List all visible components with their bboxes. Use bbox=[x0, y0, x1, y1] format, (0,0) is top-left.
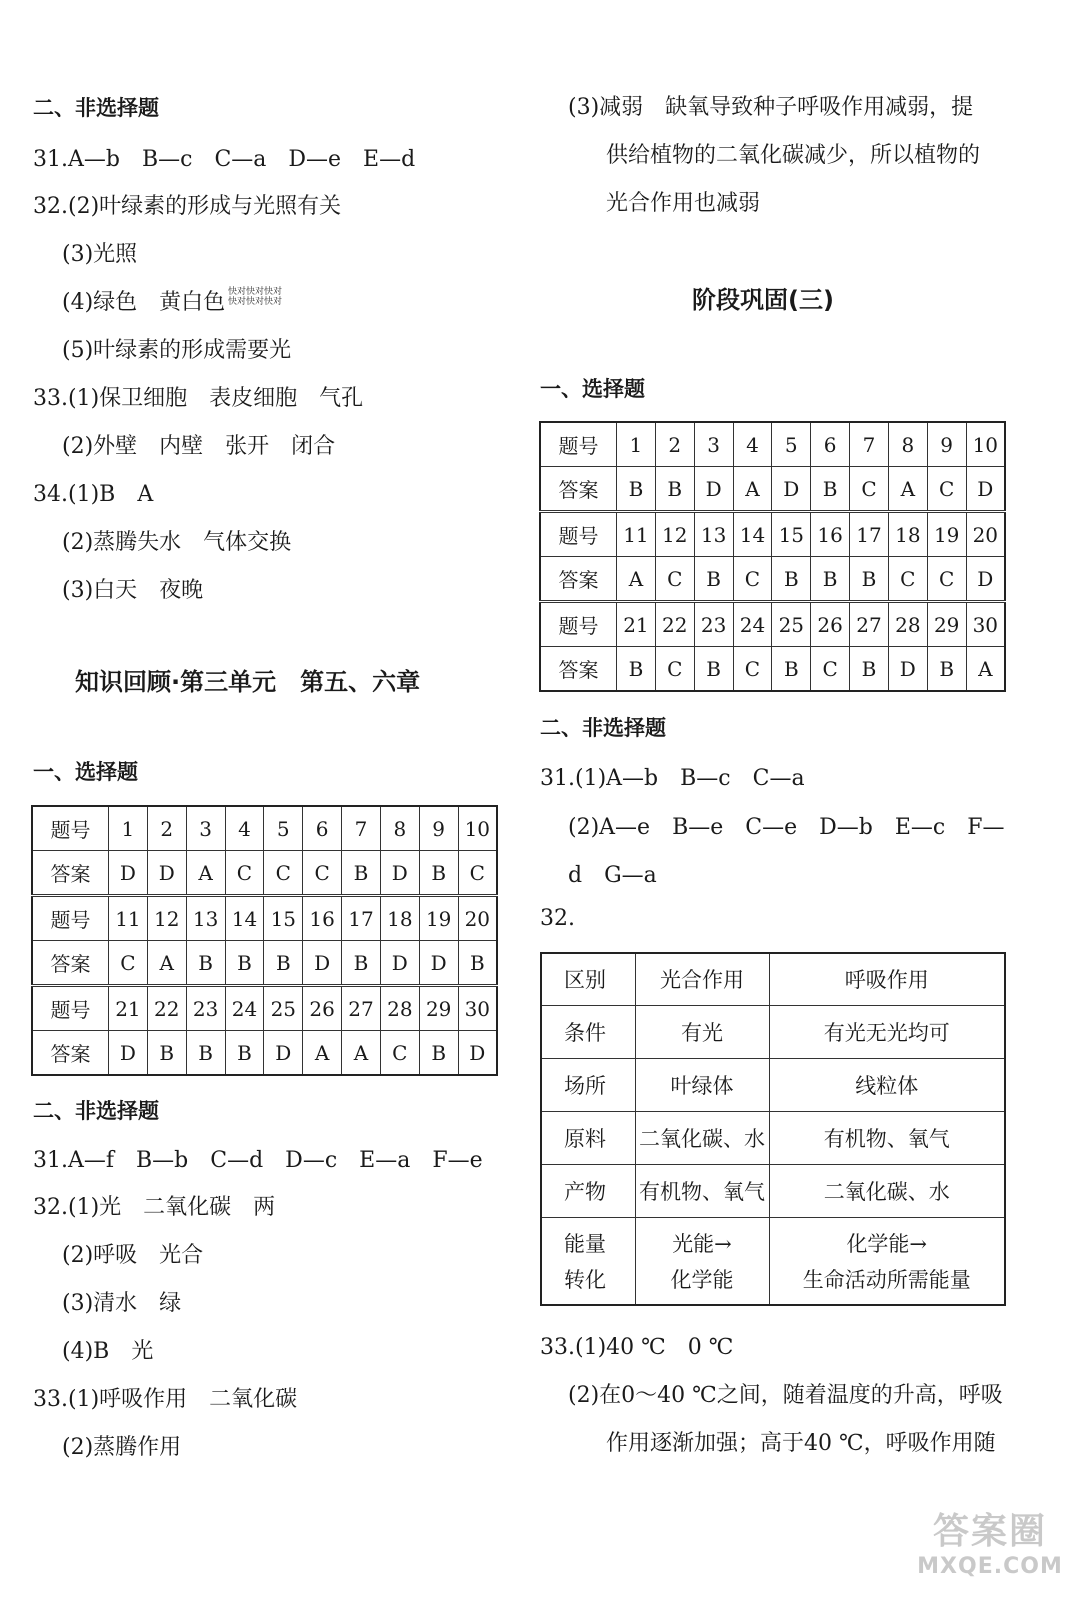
compare-cell: 产物 bbox=[541, 1164, 635, 1217]
left-answer-table-cell: C bbox=[303, 851, 342, 896]
right-answer-table-cell: C bbox=[927, 467, 966, 512]
right-answer-table-cell: 30 bbox=[966, 602, 1005, 647]
answer-32-3: (3)光照 bbox=[62, 242, 138, 267]
b-answer-33-1: 33.(1)呼吸作用 二氧化碳 bbox=[33, 1387, 298, 1412]
right-heading-select: 一、选择题 bbox=[540, 377, 645, 401]
left-answer-table-cell: 4 bbox=[225, 806, 264, 851]
left-answer-table-cell: 17 bbox=[342, 896, 381, 941]
right-answer-table-cell: C bbox=[733, 557, 772, 602]
compare-cell: 化学能→ 生命活动所需能量 bbox=[769, 1217, 1005, 1305]
right-answer-table-row-label: 答案 bbox=[540, 647, 617, 692]
left-answer-table-cell: D bbox=[264, 1031, 303, 1076]
left-answer-table-cell: B bbox=[186, 1031, 225, 1076]
compare-cell: 有机物、氧气 bbox=[769, 1111, 1005, 1164]
left-answer-table-cell: D bbox=[109, 851, 148, 896]
right-answer-table-cell: D bbox=[966, 557, 1005, 602]
left-answer-table-cell: B bbox=[264, 941, 303, 986]
left-answer-table-cell: B bbox=[186, 941, 225, 986]
right-answer-table-cell: D bbox=[966, 467, 1005, 512]
right-answer-table-cell: B bbox=[772, 647, 811, 692]
left-answer-table-row bbox=[32, 941, 497, 986]
compare-cell: 光能→ 化学能 bbox=[635, 1217, 769, 1305]
left-answer-table-cell: 16 bbox=[303, 896, 342, 941]
right-answer-table-row-label: 题号 bbox=[540, 602, 617, 647]
right-answer-table-cell: B bbox=[811, 467, 850, 512]
left-answer-table-cell: 27 bbox=[342, 986, 381, 1031]
b-answer-32-2: (2)呼吸 光合 bbox=[62, 1243, 204, 1268]
right-answer-table-row-label: 题号 bbox=[540, 422, 617, 467]
right-answer-table-cell: 1 bbox=[617, 422, 656, 467]
left-answer-table bbox=[31, 805, 498, 1076]
compare-row bbox=[541, 1164, 1005, 1217]
left-heading-nonselect-2: 二、非选择题 bbox=[33, 1099, 159, 1123]
right-answer-table-cell: C bbox=[655, 557, 694, 602]
right-answer-table-row bbox=[540, 467, 1005, 512]
right-answer-table-cell: 11 bbox=[617, 512, 656, 557]
right-answer-table-cell: D bbox=[888, 647, 927, 692]
right-answer-table-row bbox=[540, 422, 1005, 467]
left-answer-table-cell: 15 bbox=[264, 896, 303, 941]
left-answer-table-row-label: 答案 bbox=[32, 1031, 109, 1076]
compare-cell: 能量 转化 bbox=[541, 1217, 635, 1305]
left-answer-table-cell: C bbox=[264, 851, 303, 896]
right-answer-table-cell: C bbox=[655, 647, 694, 692]
right-answer-table-row-label: 答案 bbox=[540, 467, 617, 512]
left-answer-table-row bbox=[32, 986, 497, 1031]
r-answer-3-line3: 光合作用也减弱 bbox=[606, 191, 761, 216]
right-answer-table-cell: B bbox=[850, 557, 889, 602]
right-answer-table-cell: 9 bbox=[927, 422, 966, 467]
left-answer-table-cell: D bbox=[147, 851, 186, 896]
c-answer-33-3: 作用逐渐加强；高于40 ℃，呼吸作用随 bbox=[606, 1431, 996, 1456]
compare-cell: 线粒体 bbox=[769, 1058, 1005, 1111]
c-answer-32: 32. bbox=[540, 906, 575, 931]
compare-cell: 原料 bbox=[541, 1111, 635, 1164]
right-answer-table-cell: B bbox=[617, 647, 656, 692]
right-answer-table-cell: D bbox=[772, 467, 811, 512]
left-answer-table-cell: 21 bbox=[109, 986, 148, 1031]
right-answer-table-cell: 18 bbox=[888, 512, 927, 557]
left-answer-table-cell: D bbox=[380, 941, 419, 986]
left-answer-table-cell: 7 bbox=[342, 806, 381, 851]
right-answer-table-cell: 19 bbox=[927, 512, 966, 557]
right-answer-table-cell: 25 bbox=[772, 602, 811, 647]
right-answer-table-cell: A bbox=[966, 647, 1005, 692]
compare-row bbox=[541, 1058, 1005, 1111]
right-answer-table-cell: 10 bbox=[966, 422, 1005, 467]
left-answer-table-cell: 19 bbox=[419, 896, 458, 941]
left-answer-table-row-label: 题号 bbox=[32, 806, 109, 851]
left-answer-table-cell: 20 bbox=[458, 896, 497, 941]
right-answer-table-cell: 26 bbox=[811, 602, 850, 647]
answer-33-1: 33.(1)保卫细胞 表皮细胞 气孔 bbox=[33, 386, 364, 411]
left-answer-table-cell: D bbox=[419, 941, 458, 986]
right-answer-table-cell: B bbox=[694, 647, 733, 692]
left-heading-nonselect-1: 二、非选择题 bbox=[33, 96, 159, 120]
compare-cell: 叶绿体 bbox=[635, 1058, 769, 1111]
left-answer-table-cell: B bbox=[342, 851, 381, 896]
b-answer-32-3: (3)清水 绿 bbox=[62, 1291, 182, 1316]
left-answer-table-row bbox=[32, 851, 497, 896]
left-answer-table-cell: D bbox=[109, 1031, 148, 1076]
answer-34-3: (3)白天 夜晚 bbox=[62, 578, 204, 603]
left-answer-table-row-label: 答案 bbox=[32, 941, 109, 986]
right-answer-table-cell: 8 bbox=[888, 422, 927, 467]
right-answer-table-cell: 27 bbox=[850, 602, 889, 647]
compare-cell: 二氧化碳、水 bbox=[635, 1111, 769, 1164]
watermark-logo: 答案圈 MXQE.COM bbox=[917, 1511, 1063, 1579]
left-answer-table-cell: B bbox=[419, 1031, 458, 1076]
right-answer-table-cell: 14 bbox=[733, 512, 772, 557]
compare-cell: 场所 bbox=[541, 1058, 635, 1111]
compare-row bbox=[541, 1005, 1005, 1058]
right-answer-table-cell: B bbox=[811, 557, 850, 602]
compare-table bbox=[540, 952, 1006, 1306]
right-answer-table-cell: 7 bbox=[850, 422, 889, 467]
right-answer-table-cell: 4 bbox=[733, 422, 772, 467]
r-answer-3-line2: 供给植物的二氧化碳减少，所以植物的 bbox=[606, 143, 981, 168]
right-answer-table-cell: 6 bbox=[811, 422, 850, 467]
right-answer-table-row bbox=[540, 557, 1005, 602]
right-answer-table-cell: 20 bbox=[966, 512, 1005, 557]
right-heading-nonselect: 二、非选择题 bbox=[540, 716, 666, 740]
right-answer-table-cell: 28 bbox=[888, 602, 927, 647]
right-answer-table-cell: A bbox=[617, 557, 656, 602]
left-answer-table-cell: B bbox=[147, 1031, 186, 1076]
c-answer-31-1: 31.(1)A—b B—c C—a bbox=[540, 766, 805, 791]
left-section-title: 知识回顾·第三单元 第五、六章 bbox=[75, 668, 421, 696]
left-answer-table-cell: B bbox=[458, 941, 497, 986]
c-answer-33-2: (2)在0～40 ℃之间，随着温度的升高，呼吸 bbox=[568, 1383, 1003, 1408]
compare-cell: 二氧化碳、水 bbox=[769, 1164, 1005, 1217]
right-answer-table-cell: B bbox=[850, 647, 889, 692]
right-answer-table-cell: B bbox=[655, 467, 694, 512]
right-answer-table-cell: B bbox=[694, 557, 733, 602]
left-answer-table-cell: 3 bbox=[186, 806, 225, 851]
answer-34-2: (2)蒸腾失水 气体交换 bbox=[62, 530, 292, 555]
left-answer-table-cell: 29 bbox=[419, 986, 458, 1031]
right-answer-table-cell: 23 bbox=[694, 602, 733, 647]
compare-header-row bbox=[541, 953, 1005, 1005]
compare-header-cell: 呼吸作用 bbox=[769, 953, 1005, 1005]
c-answer-31-3: d G—a bbox=[568, 863, 657, 888]
left-answer-table-cell: B bbox=[342, 941, 381, 986]
left-answer-table-cell: 23 bbox=[186, 986, 225, 1031]
right-answer-table-cell: C bbox=[811, 647, 850, 692]
left-answer-table-cell: B bbox=[225, 1031, 264, 1076]
b-answer-32-1: 32.(1)光 二氧化碳 两 bbox=[33, 1195, 276, 1220]
left-answer-table-cell: C bbox=[380, 1031, 419, 1076]
compare-header-cell: 区别 bbox=[541, 953, 635, 1005]
right-answer-table-cell: C bbox=[850, 467, 889, 512]
right-answer-table-cell: B bbox=[772, 557, 811, 602]
right-answer-table-cell: 12 bbox=[655, 512, 694, 557]
right-answer-table-cell: A bbox=[733, 467, 772, 512]
noise-text: 快对快对快对 快对快对快对 bbox=[228, 287, 283, 307]
c-answer-33-1: 33.(1)40 ℃ 0 ℃ bbox=[540, 1335, 734, 1360]
left-answer-table-cell: 6 bbox=[303, 806, 342, 851]
left-answer-table-row bbox=[32, 896, 497, 941]
answer-34-1: 34.(1)B A bbox=[33, 482, 154, 507]
left-answer-table-row-label: 答案 bbox=[32, 851, 109, 896]
right-answer-table-cell: 16 bbox=[811, 512, 850, 557]
b-answer-33-2: (2)蒸腾作用 bbox=[62, 1435, 182, 1460]
left-answer-table-cell: C bbox=[109, 941, 148, 986]
left-answer-table-cell: 12 bbox=[147, 896, 186, 941]
left-answer-table-cell: A bbox=[342, 1031, 381, 1076]
right-answer-table-cell: D bbox=[694, 467, 733, 512]
answer-31: 31.A—b B—c C—a D—e E—d bbox=[33, 147, 416, 172]
right-answer-table-cell: 21 bbox=[617, 602, 656, 647]
left-answer-table-cell: C bbox=[225, 851, 264, 896]
compare-row bbox=[541, 1111, 1005, 1164]
left-answer-table-cell: A bbox=[186, 851, 225, 896]
left-answer-table-cell: 5 bbox=[264, 806, 303, 851]
right-answer-table-cell: 17 bbox=[850, 512, 889, 557]
left-answer-table-row bbox=[32, 1031, 497, 1076]
right-answer-table-cell: 13 bbox=[694, 512, 733, 557]
left-answer-table-cell: 24 bbox=[225, 986, 264, 1031]
left-answer-table-cell: 11 bbox=[109, 896, 148, 941]
right-answer-table-row-label: 题号 bbox=[540, 512, 617, 557]
right-answer-table-cell: 24 bbox=[733, 602, 772, 647]
compare-header-cell: 光合作用 bbox=[635, 953, 769, 1005]
left-answer-table-cell: C bbox=[458, 851, 497, 896]
left-answer-table-cell: 28 bbox=[380, 986, 419, 1031]
left-answer-table-cell: 22 bbox=[147, 986, 186, 1031]
answer-32-5: (5)叶绿素的形成需要光 bbox=[62, 338, 292, 363]
left-answer-table-cell: 18 bbox=[380, 896, 419, 941]
compare-energy-row bbox=[541, 1217, 1005, 1305]
left-answer-table-cell: 8 bbox=[380, 806, 419, 851]
left-answer-table-cell: 1 bbox=[109, 806, 148, 851]
right-answer-table-cell: 2 bbox=[655, 422, 694, 467]
right-answer-table-row bbox=[540, 512, 1005, 557]
left-answer-table-cell: 10 bbox=[458, 806, 497, 851]
left-answer-table-cell: D bbox=[458, 1031, 497, 1076]
left-answer-table-row-label: 题号 bbox=[32, 986, 109, 1031]
left-answer-table-cell: 2 bbox=[147, 806, 186, 851]
left-answer-table-cell: 30 bbox=[458, 986, 497, 1031]
left-answer-table-cell: D bbox=[303, 941, 342, 986]
right-answer-table-cell: A bbox=[888, 467, 927, 512]
left-answer-table-cell: 13 bbox=[186, 896, 225, 941]
answer-32-2: 32.(2)叶绿素的形成与光照有关 bbox=[33, 194, 342, 219]
compare-cell: 有光 bbox=[635, 1005, 769, 1058]
left-answer-table-cell: D bbox=[380, 851, 419, 896]
right-answer-table-row-label: 答案 bbox=[540, 557, 617, 602]
left-answer-table-cell: 25 bbox=[264, 986, 303, 1031]
r-answer-3-line1: (3)减弱 缺氧导致种子呼吸作用减弱，提 bbox=[568, 95, 974, 120]
left-answer-table-cell: B bbox=[225, 941, 264, 986]
b-answer-32-4: (4)B 光 bbox=[62, 1339, 154, 1364]
compare-cell: 条件 bbox=[541, 1005, 635, 1058]
left-answer-table-row bbox=[32, 806, 497, 851]
left-answer-table-cell: 14 bbox=[225, 896, 264, 941]
right-answer-table-cell: B bbox=[617, 467, 656, 512]
left-heading-select: 一、选择题 bbox=[33, 760, 138, 784]
right-answer-table-cell: C bbox=[927, 557, 966, 602]
b-answer-31: 31.A—f B—b C—d D—c E—a F—e bbox=[33, 1148, 483, 1173]
left-answer-table-cell: 26 bbox=[303, 986, 342, 1031]
right-section-title: 阶段巩固(三) bbox=[692, 286, 834, 314]
answer-32-4: (4)绿色 黄白色 bbox=[62, 290, 226, 315]
right-answer-table-row bbox=[540, 602, 1005, 647]
right-answer-table-cell: 22 bbox=[655, 602, 694, 647]
compare-cell: 有机物、氧气 bbox=[635, 1164, 769, 1217]
left-answer-table-row-label: 题号 bbox=[32, 896, 109, 941]
right-answer-table-cell: 5 bbox=[772, 422, 811, 467]
right-answer-table-cell: C bbox=[888, 557, 927, 602]
left-answer-table-cell: B bbox=[419, 851, 458, 896]
right-answer-table-cell: 3 bbox=[694, 422, 733, 467]
right-answer-table-cell: 29 bbox=[927, 602, 966, 647]
compare-cell: 有光无光均可 bbox=[769, 1005, 1005, 1058]
c-answer-31-2: (2)A—e B—e C—e D—b E—c F— bbox=[568, 815, 1005, 840]
right-answer-table-row bbox=[540, 647, 1005, 692]
left-answer-table-cell: A bbox=[147, 941, 186, 986]
left-answer-table-cell: A bbox=[303, 1031, 342, 1076]
answer-33-2: (2)外壁 内壁 张开 闭合 bbox=[62, 434, 336, 459]
right-answer-table-cell: C bbox=[733, 647, 772, 692]
right-answer-table-cell: B bbox=[927, 647, 966, 692]
left-answer-table-cell: 9 bbox=[419, 806, 458, 851]
right-answer-table-cell: 15 bbox=[772, 512, 811, 557]
right-answer-table bbox=[539, 421, 1006, 692]
